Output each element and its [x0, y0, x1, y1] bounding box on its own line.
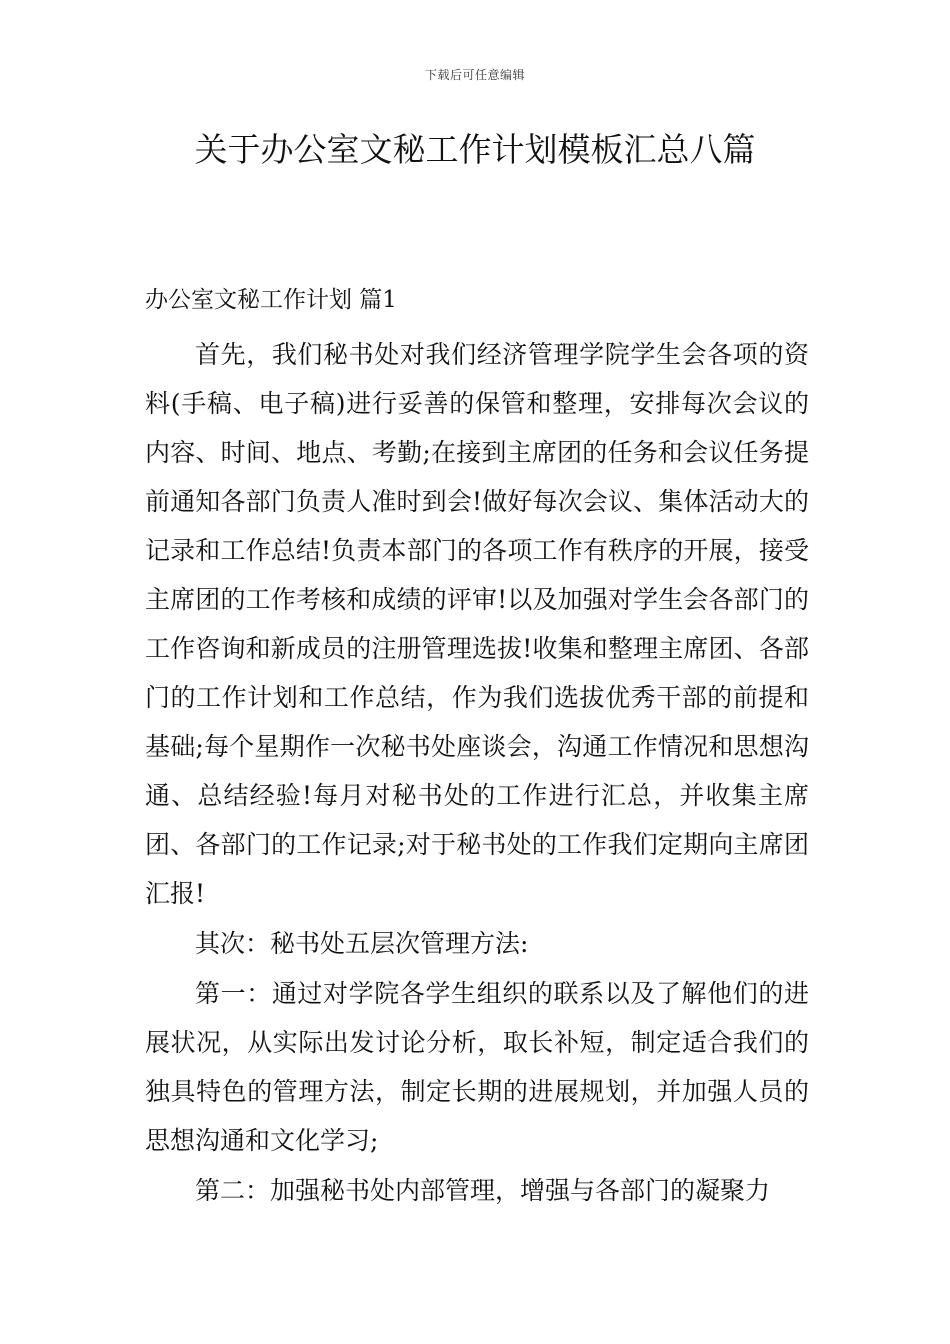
- section-heading: 办公室文秘工作计划 篇1: [145, 287, 397, 313]
- paragraph: 首先，我们秘书处对我们经济管理学院学生会各项的资料(手稿、电子稿)进行妥善的保管和整理，安排每次会议的内容、时间、地点、考勤;在接到主席团的任务和会议任务提前通知各部门负责人准时到会!做好每次会议、集体活动大的记录和工作总结!负责本部门的各项工作有秩序的开展，接受主席团的工作考核和成绩的评审!以及加强对学生会各部门的工作咨询和新成员的注册管理选拔!收集和整理主席团、各部门的工作计划和工作总结，作为我们选拔优秀干部的前提和基础;每个星期作一次秘书处座谈会，沟通工作情况和思想沟通、总结经验!每月对秘书处的工作进行汇总，并收集主席团、各部门的工作记录;对于秘书处的工作我们定期向主席团汇报!: [145, 340, 809, 908]
- paragraph: 第二：加强秘书处内部管理，增强与各部门的凝聚力: [195, 1176, 771, 1205]
- header-note: 下载后可任意编辑: [424, 68, 525, 82]
- paragraph: 其次：秘书处五层次管理方法:: [195, 929, 529, 958]
- document-body: [145, 280, 809, 1215]
- paragraph: 第一：通过对学院各学生组织的联系以及了解他们的进展状况，从实际出发讨论分析，取长补短，制定适合我们的独具特色的管理方法，制定长期的进展规划，并加强人员的思想沟通和文化学习;: [145, 979, 809, 1155]
- document-title: 关于办公室文秘工作计划模板汇总八篇: [194, 130, 756, 169]
